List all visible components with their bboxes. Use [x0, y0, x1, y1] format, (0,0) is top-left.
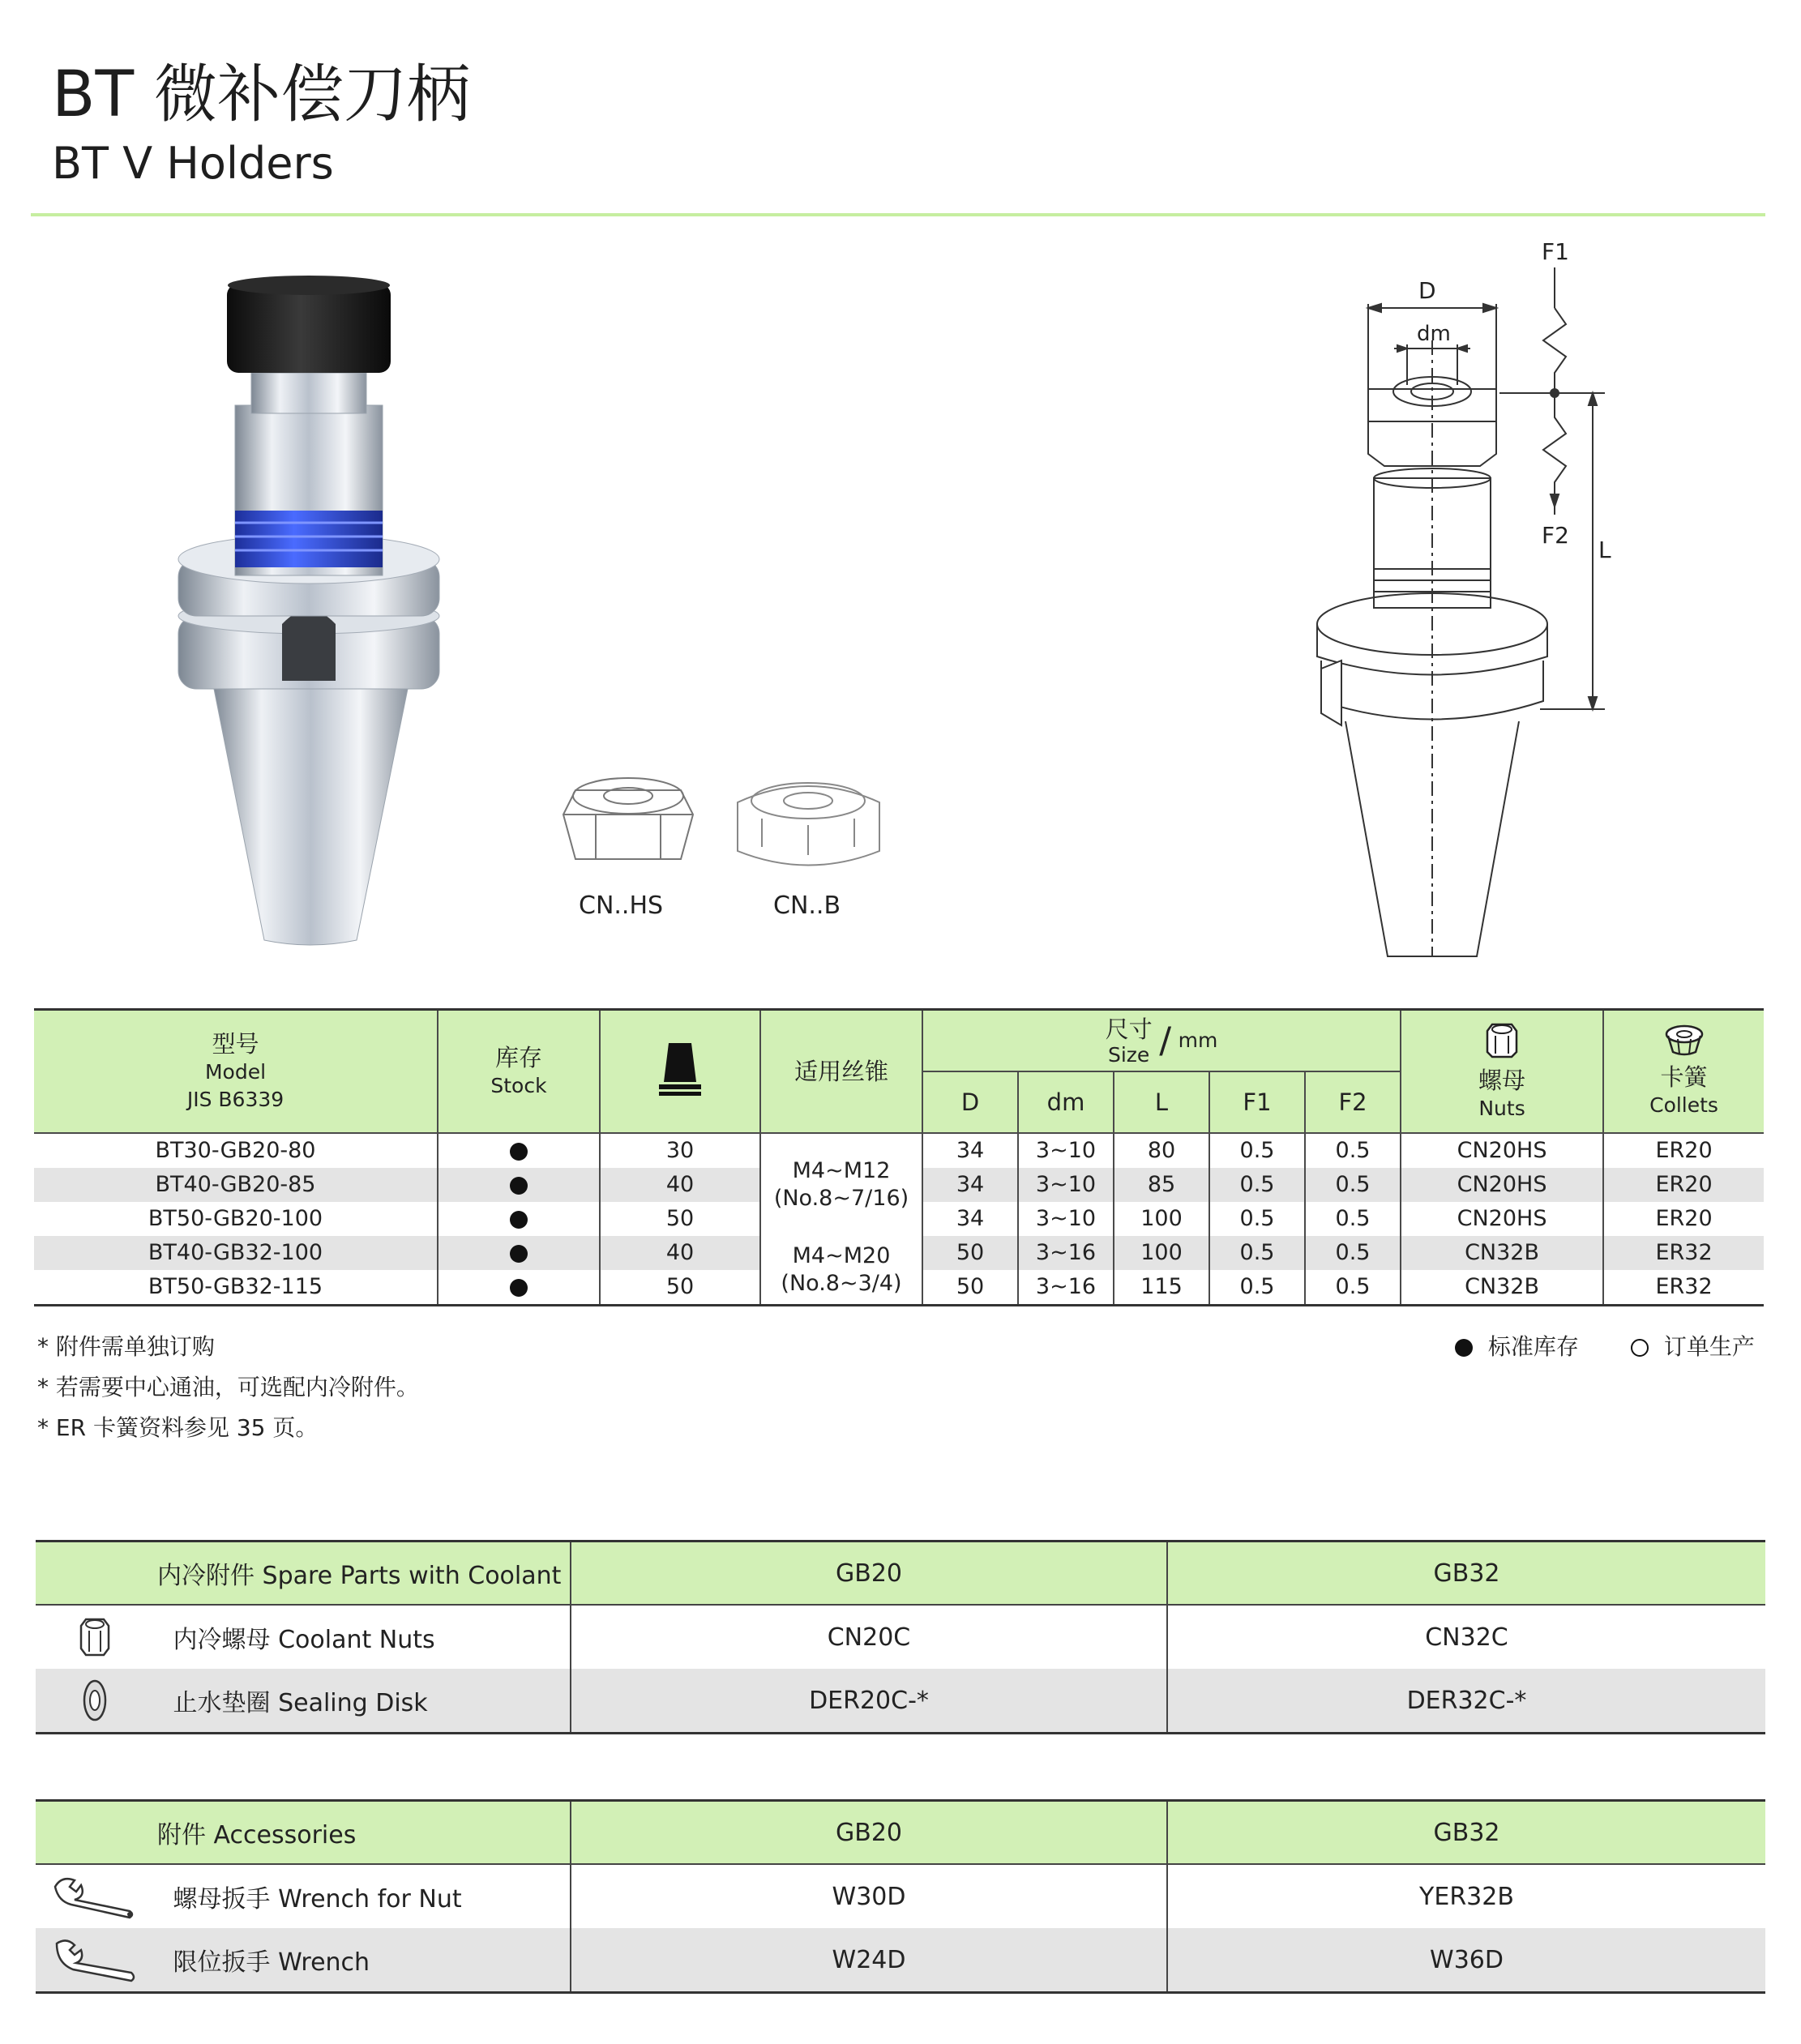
size-D-cell: 34: [922, 1133, 1018, 1168]
model-cell: BT40-GB32-100: [34, 1236, 438, 1270]
stock-cell: [438, 1270, 600, 1306]
dim-dm-label: dm: [1417, 322, 1451, 346]
col-L-header: L: [1114, 1071, 1209, 1133]
stock-cell: [438, 1236, 600, 1270]
page-title: BT 微补偿刀柄: [52, 58, 470, 131]
size-D-cell: 50: [922, 1236, 1018, 1270]
note-3: * ER 卡簧资料参见 35 页。: [37, 1414, 319, 1441]
nut-cell: CN20HS: [1401, 1202, 1603, 1236]
size-dm-cell: 3~10: [1018, 1133, 1114, 1168]
sealing-row-gb20: DER20C-*: [571, 1669, 1167, 1734]
note-1: * 附件需单独订购: [37, 1333, 215, 1360]
stock-header: 库存 Stock: [438, 1010, 600, 1133]
wrench-row-gb20: W24D: [571, 1928, 1167, 1993]
coolant-col-gb32: GB32: [1167, 1542, 1765, 1606]
nut-b-label: CN..B: [773, 892, 841, 920]
stock-standard-dot-icon: [510, 1143, 528, 1161]
taper-cell: 50: [600, 1270, 760, 1306]
table-row: [34, 1236, 1764, 1270]
holder-technical-drawing: [1297, 235, 1653, 964]
nut-wrench-icon: [50, 1872, 139, 1921]
tap-header: 适用丝锥: [760, 1010, 922, 1133]
holder-product-image: [162, 276, 462, 948]
model-cell: BT30-GB20-80: [155, 1138, 316, 1163]
accessories-col-gb32: GB32: [1167, 1801, 1765, 1865]
stock-standard-dot-icon: [510, 1245, 528, 1263]
size-L-cell: 100: [1114, 1236, 1209, 1270]
coolant-row-label: 内冷螺母 Coolant Nuts: [173, 1626, 435, 1654]
spec-table-body: [34, 1133, 1764, 1306]
filled-dot-icon: [1455, 1339, 1473, 1357]
nuts-header: 螺母 Nuts: [1401, 1010, 1603, 1133]
stock-standard-dot-icon: [510, 1177, 528, 1195]
size-header: 尺寸 Size / mm: [922, 1010, 1401, 1071]
coolant-row-gb20: CN20C: [571, 1605, 1167, 1669]
tap-range-cell: [760, 1133, 922, 1236]
wrench-row-gb32: W36D: [1167, 1928, 1765, 1993]
col-F1-header: F1: [1209, 1071, 1305, 1133]
size-F2-cell: 0.5: [1305, 1202, 1401, 1236]
size-D-cell: 34: [922, 1168, 1018, 1202]
coolant-table-title: 内冷附件 Spare Parts with Coolant: [36, 1542, 571, 1606]
size-F1-cell: 0.5: [1209, 1202, 1305, 1236]
col-D-header: D: [922, 1071, 1018, 1133]
nut-hs-drawing: [551, 770, 705, 879]
collet-cell: ER20: [1603, 1202, 1764, 1236]
size-dm-cell: 3~10: [1018, 1168, 1114, 1202]
model-cell: BT40-GB20-85: [34, 1168, 438, 1202]
legend-order: 订单生产: [1631, 1329, 1755, 1362]
size-F2-cell: 0.5: [1305, 1168, 1401, 1202]
table-row: [36, 1928, 1765, 1993]
title-divider: [31, 213, 1765, 216]
nut-wrench-row-gb32: YER32B: [1419, 1882, 1514, 1911]
accessories-table-title: 附件 Accessories: [36, 1801, 571, 1865]
size-F2-cell: 0.5: [1305, 1236, 1401, 1270]
size-F1-cell: 0.5: [1209, 1270, 1305, 1306]
taper-cell: 50: [600, 1202, 760, 1236]
spec-table: [34, 1008, 1764, 1306]
size-F2-cell: 0.5: [1305, 1270, 1401, 1306]
size-L-cell: 80: [1114, 1133, 1209, 1168]
dim-F1-label: F1: [1542, 238, 1569, 265]
model-header: 型号 Model JIS B6339: [34, 1010, 438, 1133]
dim-D-label: D: [1418, 277, 1436, 304]
table-row: [36, 1605, 1765, 1669]
hollow-dot-icon: [1631, 1339, 1649, 1357]
size-L-cell: 85: [1114, 1168, 1209, 1202]
table-row: [36, 1864, 1765, 1928]
dim-F2-label: F2: [1542, 522, 1569, 549]
size-F1-cell: 0.5: [1209, 1133, 1305, 1168]
stock-cell: [438, 1202, 600, 1236]
collet-cell: ER32: [1603, 1236, 1764, 1270]
table-row: [34, 1133, 1764, 1168]
model-cell: BT50-GB20-100: [148, 1206, 323, 1231]
stock-cell: [438, 1133, 600, 1168]
size-dm-cell: 3~10: [1018, 1202, 1114, 1236]
coolant-parts-table: [36, 1540, 1765, 1734]
col-F2-header: F2: [1305, 1071, 1401, 1133]
taper-header: [600, 1010, 760, 1133]
sealing-row-label: 止水垫圈 Sealing Disk: [173, 1689, 428, 1717]
stock-cell: [438, 1168, 600, 1202]
nut-cell: CN32B: [1401, 1236, 1603, 1270]
collet-cell: ER32: [1603, 1270, 1764, 1306]
nut-cell: CN20HS: [1401, 1133, 1603, 1168]
accessories-col-gb20: GB20: [571, 1801, 1167, 1865]
taper-cell: 40: [600, 1236, 760, 1270]
size-D-cell: 50: [922, 1270, 1018, 1306]
taper-cell: 40: [600, 1168, 760, 1202]
collets-header: 卡簧 Collets: [1603, 1010, 1764, 1133]
size-F1-cell: 0.5: [1209, 1236, 1305, 1270]
wrench-icon: [50, 1935, 139, 1984]
size-F2-cell: 0.5: [1305, 1133, 1401, 1168]
nut-cell: CN32B: [1401, 1270, 1603, 1306]
nut-b-drawing: [729, 770, 888, 879]
tap-range-cell: [760, 1236, 922, 1306]
size-D-cell: 34: [922, 1202, 1018, 1236]
legend-standard: 标准库存: [1455, 1329, 1579, 1362]
taper-cell: 30: [600, 1133, 760, 1168]
size-dm-cell: 3~16: [1018, 1270, 1114, 1306]
size-dm-cell: 3~16: [1018, 1236, 1114, 1270]
tap-range-line: (No.8~3/4): [781, 1270, 902, 1296]
accessories-table: [36, 1799, 1765, 1994]
sealing-row-gb32: DER32C-*: [1167, 1669, 1765, 1734]
sealing-disk-icon: [65, 1676, 125, 1725]
nut-hs-label: CN..HS: [579, 892, 664, 920]
taper-icon: [657, 1040, 703, 1097]
collet-icon: [1662, 1023, 1707, 1057]
tap-range-line: M4~M20: [792, 1242, 891, 1268]
coolant-row-gb32: CN32C: [1425, 1623, 1508, 1652]
wrench-row-label: 限位扳手 Wrench: [173, 1948, 370, 1977]
nut-wrench-row-gb20: W30D: [571, 1864, 1167, 1928]
note-2: * 若需要中心通油，可选配内冷附件。: [37, 1374, 419, 1400]
collet-cell: ER20: [1603, 1168, 1764, 1202]
col-dm-header: dm: [1018, 1071, 1114, 1133]
stock-standard-dot-icon: [510, 1211, 528, 1229]
size-L-cell: 100: [1114, 1202, 1209, 1236]
nut-icon: [1484, 1020, 1520, 1060]
model-cell: BT50-GB32-115: [148, 1274, 323, 1299]
table-row: [36, 1669, 1765, 1734]
tap-range-line: M4~M12: [792, 1157, 891, 1183]
dim-L-label: L: [1598, 537, 1611, 563]
coolant-nut-icon: [65, 1613, 125, 1661]
collet-cell: ER20: [1603, 1133, 1764, 1168]
stock-standard-dot-icon: [510, 1279, 528, 1297]
size-L-cell: 115: [1114, 1270, 1209, 1306]
nut-wrench-row-label: 螺母扳手 Wrench for Nut: [173, 1885, 462, 1914]
tap-range-line: (No.8~7/16): [773, 1185, 909, 1211]
nut-cell: CN20HS: [1401, 1168, 1603, 1202]
coolant-col-gb20: GB20: [571, 1542, 1167, 1606]
page-subtitle: BT V Holders: [52, 138, 334, 189]
size-F1-cell: 0.5: [1209, 1168, 1305, 1202]
